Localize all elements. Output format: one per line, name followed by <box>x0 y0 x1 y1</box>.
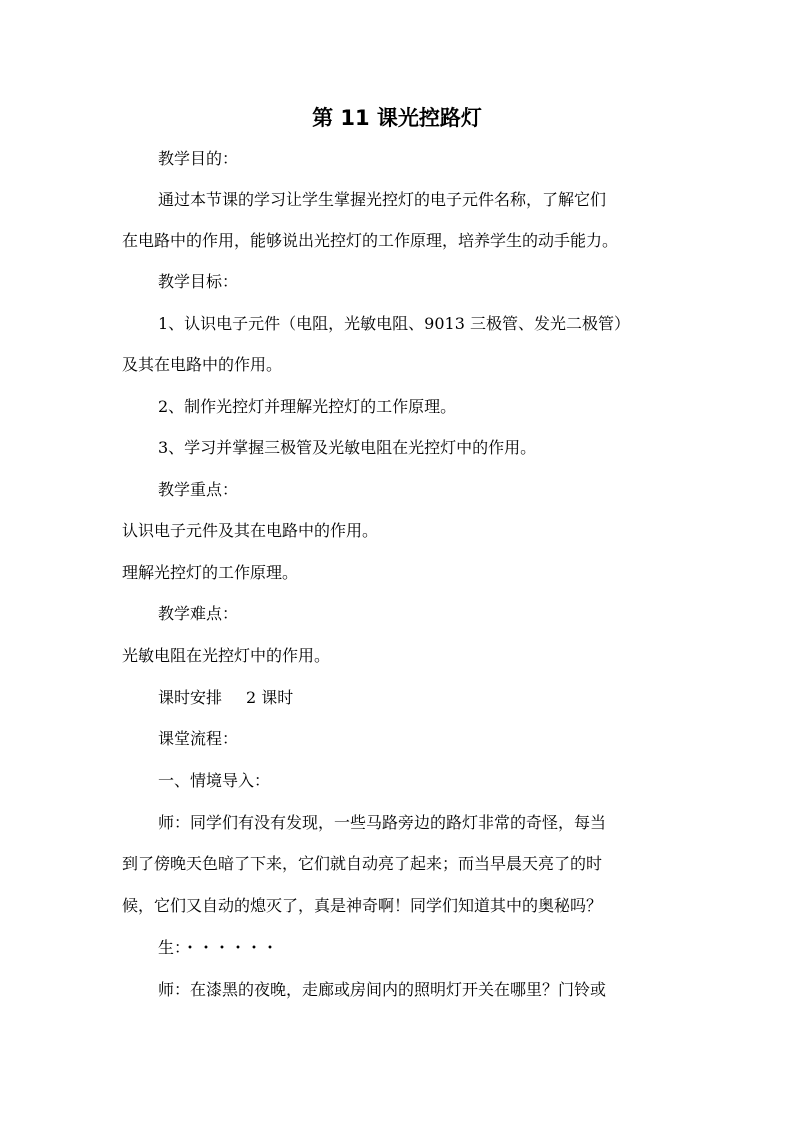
paragraph-line: 师：在漆黑的夜晚，走廊或房间内的照明灯开关在哪里？门铃或 <box>158 980 607 999</box>
paragraph-line: 光敏电阻在光控灯中的作用。 <box>122 646 331 665</box>
schedule-line <box>158 684 718 712</box>
list-item: 1、认识电子元件（电阻，光敏电阻、9013 三极管、发光二极管） <box>158 314 630 333</box>
paragraph-line: 师：同学们有没有发现，一些马路旁边的路灯非常的奇怪，每当 <box>158 813 607 832</box>
list-item: 2、制作光控灯并理解光控灯的工作原理。 <box>158 397 457 416</box>
list-item: 3、学习并掌握三极管及光敏电阻在光控灯中的作用。 <box>158 438 537 457</box>
section-heading-key-points: 教学重点： <box>158 480 239 499</box>
section-heading-purpose: 教学目的： <box>158 149 239 168</box>
paragraph-line: 认识电子元件及其在电路中的作用。 <box>122 521 379 540</box>
schedule-label: 课时安排 <box>158 688 223 707</box>
schedule-value: 2 课时 <box>246 688 294 707</box>
paragraph-line: 通过本节课的学习让学生掌握光控灯的电子元件名称，了解它们 <box>158 190 607 209</box>
page-title: 第 11 课光控路灯 <box>312 106 482 130</box>
paragraph-line: 到了傍晚天色暗了下来，它们就自动亮了起来；而当早晨天亮了的时 <box>122 854 603 873</box>
paragraph-line: 生：・・・・・・ <box>158 938 279 957</box>
section-heading-process: 课堂流程： <box>158 729 239 748</box>
list-item-continuation: 及其在电路中的作用。 <box>122 355 283 374</box>
section-heading-objectives: 教学目标： <box>158 272 239 291</box>
paragraph-line: 在电路中的作用，能够说出光控灯的工作原理，培养学生的动手能力。 <box>122 231 619 250</box>
paragraph-line: 理解光控灯的工作原理。 <box>122 563 299 582</box>
paragraph-line: 候，它们又自动的熄灭了，真是神奇啊！同学们知道其中的奥秘吗？ <box>122 896 603 915</box>
subsection-heading: 一、情境导入： <box>158 771 271 790</box>
section-heading-difficulties: 教学难点： <box>158 604 239 623</box>
